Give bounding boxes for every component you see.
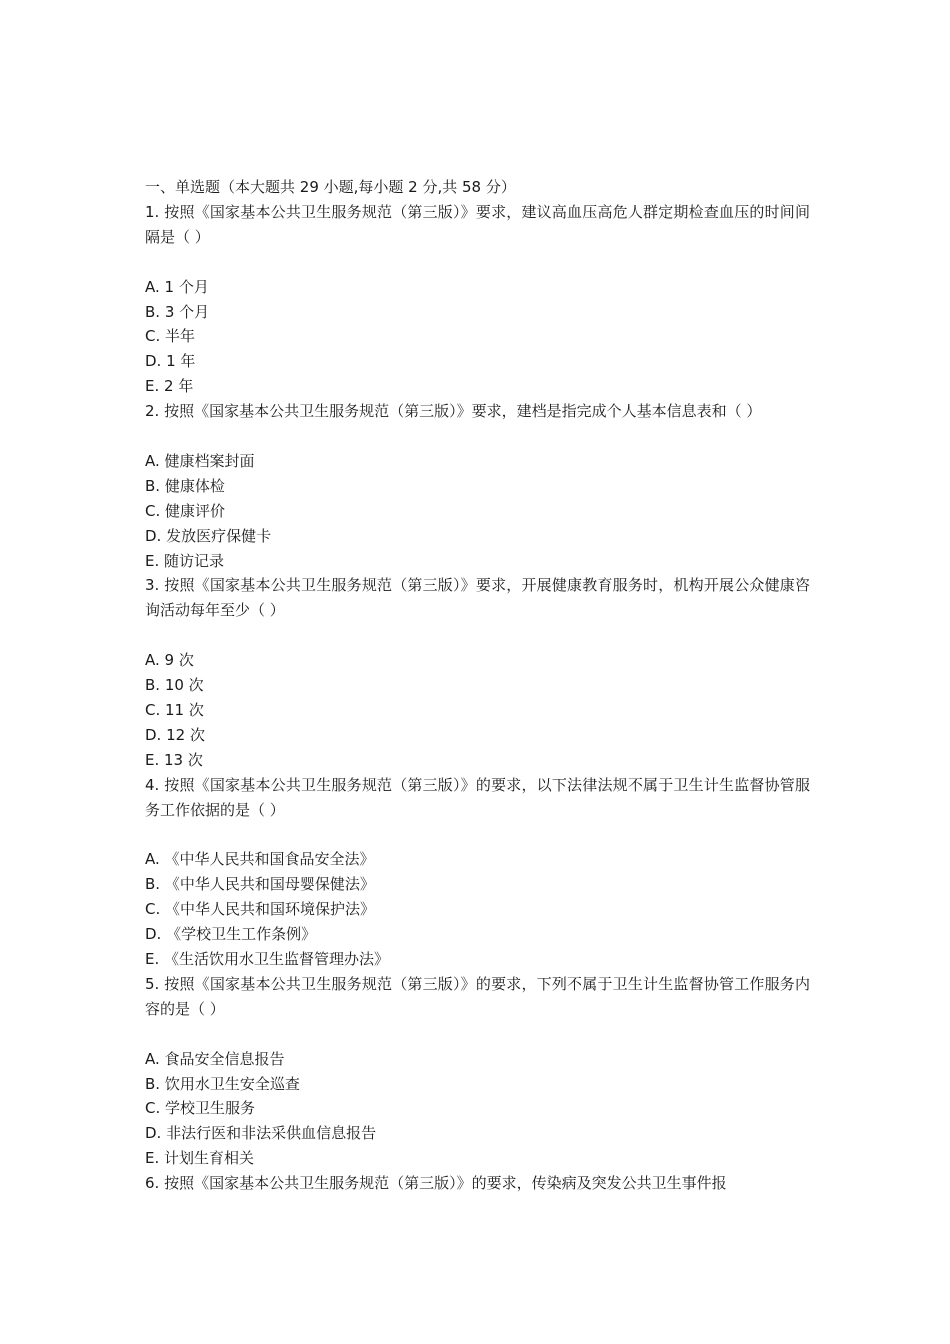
option-e: E. 《生活饮用水卫生监督管理办法》	[145, 950, 390, 969]
option-c: C. 半年	[145, 327, 196, 346]
question-text: 1. 按照《国家基本公共卫生服务规范（第三版）》要求，建议高血压高危人群定期检查血压的时间间隔是（ ）	[145, 202, 810, 246]
option-e: E. 2 年	[145, 377, 194, 396]
spacer	[145, 623, 810, 648]
option-c: C. 《中华人民共和国环境保护法》	[145, 900, 376, 919]
option-a: A. 《中华人民共和国食品安全法》	[145, 850, 375, 869]
question-text: 3. 按照《国家基本公共卫生服务规范（第三版）》要求，开展健康教育服务时，机构开展公众健康咨询活动每年至少（ ）	[145, 576, 810, 620]
question-text: 5. 按照《国家基本公共卫生服务规范（第三版）》的要求，下列不属于卫生计生监督协管工作服务内容的是（ ）	[145, 974, 810, 1018]
question-2	[145, 399, 810, 573]
spacer	[145, 250, 810, 275]
question-6	[145, 1171, 810, 1196]
question-text: 4. 按照《国家基本公共卫生服务规范（第三版）》的要求，以下法律法规不属于卫生计生监督协管服务工作依据的是（ ）	[145, 775, 810, 819]
option-c: C. 11 次	[145, 700, 204, 719]
option-a: A. 9 次	[145, 651, 194, 670]
option-d: D. 《学校卫生工作条例》	[145, 925, 317, 944]
option-b: B. 饮用水卫生安全巡查	[145, 1074, 300, 1093]
option-e: E. 随访记录	[145, 551, 225, 570]
spacer	[145, 1022, 810, 1047]
option-b: B. 10 次	[145, 676, 204, 695]
option-b: B. 《中华人民共和国母婴保健法》	[145, 875, 375, 894]
option-c: C. 学校卫生服务	[145, 1099, 256, 1118]
spacer	[145, 823, 810, 848]
question-text: 6. 按照《国家基本公共卫生服务规范（第三版）》的要求，传染病及突发公共卫生事件报	[145, 1174, 727, 1193]
question-text: 2. 按照《国家基本公共卫生服务规范（第三版）》要求，建档是指完成个人基本信息表和（ ）	[145, 402, 762, 421]
option-b: B. 健康体检	[145, 476, 225, 495]
option-a: A. 1 个月	[145, 277, 209, 296]
spacer	[145, 424, 810, 449]
question-4	[145, 773, 810, 972]
option-a: A. 健康档案封面	[145, 451, 255, 470]
option-a: A. 食品安全信息报告	[145, 1049, 285, 1068]
question-1	[145, 200, 810, 399]
question-3	[145, 573, 810, 772]
option-b: B. 3 个月	[145, 302, 210, 321]
option-c: C. 健康评价	[145, 501, 226, 520]
option-e: E. 13 次	[145, 750, 203, 769]
question-5	[145, 972, 810, 1171]
option-d: D. 发放医疗保健卡	[145, 526, 272, 545]
option-d: D. 12 次	[145, 725, 205, 744]
exam-content	[145, 175, 810, 1196]
option-e: E. 计划生育相关	[145, 1149, 255, 1168]
section-heading: 一、单选题（本大题共 29 小题,每小题 2 分,共 58 分）	[145, 178, 516, 196]
option-d: D. 非法行医和非法采供血信息报告	[145, 1124, 377, 1143]
option-d: D. 1 年	[145, 352, 196, 371]
